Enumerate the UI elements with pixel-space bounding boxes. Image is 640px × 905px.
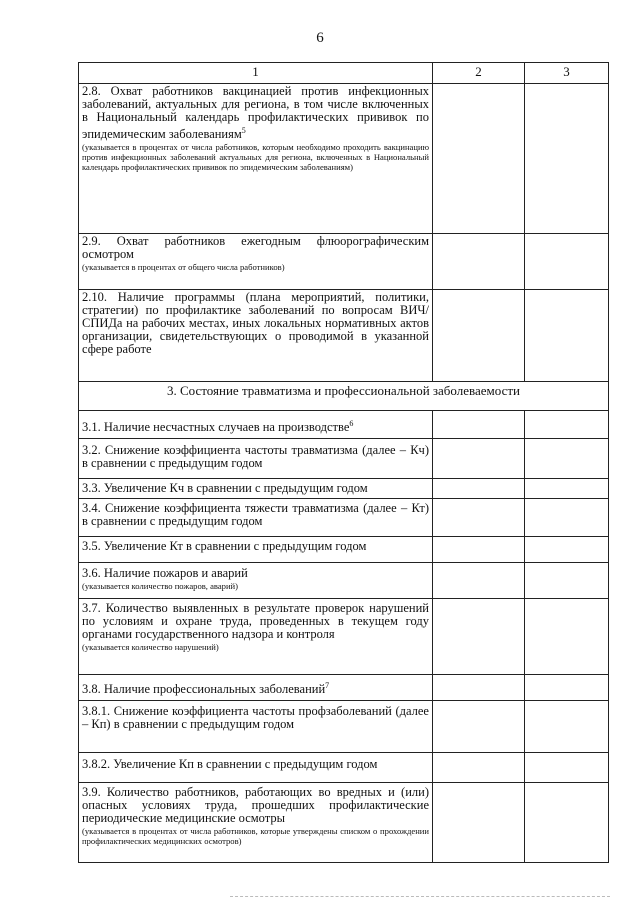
- row-3-6-text: 3.6. Наличие пожаров и аварий: [82, 566, 248, 580]
- header-col-2: 2: [433, 63, 525, 84]
- row-2-8-text: 2.8. Охват работников вакцинацией против инфекционных заболеваний, актуальных для региона, в том числе включенных в Национальный календарь профилактических прививок по эпидемическим заболеваниям: [82, 84, 429, 142]
- header-col-1: 1: [79, 63, 433, 84]
- row-3-7-value-col-3[interactable]: [525, 599, 609, 675]
- row-3-8-1-value-col-2[interactable]: [433, 701, 525, 753]
- row-3-1-value-col-3[interactable]: [525, 411, 609, 439]
- row-3-9-value-col-3[interactable]: [525, 783, 609, 863]
- row-3-8-2-cell: [79, 753, 433, 783]
- row-3-8-1-value-col-3[interactable]: [525, 701, 609, 753]
- table-header-row: [79, 63, 609, 84]
- row-3-9-note: (указывается в процентах от числа работников, которые утверждены списком о прохождении профилактических медицинских осмотров): [82, 826, 429, 846]
- row-2-8-cell: [79, 84, 433, 234]
- header-col-3: 3: [525, 63, 609, 84]
- table-row: [79, 479, 609, 499]
- row-3-9-text: 3.9. Количество работников, работающих во вредных и (или) опасных условиях труда, прошедших профилактические периодические медицинские осмотры: [82, 785, 429, 825]
- section-3-title: 3. Состояние травматизма и профессиональной заболеваемости: [79, 382, 609, 411]
- row-3-4-value-col-3[interactable]: [525, 499, 609, 537]
- row-3-6-value-col-2[interactable]: [433, 563, 525, 599]
- row-3-4-value-col-2[interactable]: [433, 499, 525, 537]
- row-3-2-text: 3.2. Снижение коэффициента частоты травматизма (далее – Кч) в сравнении с предыдущим годом: [82, 443, 429, 470]
- section-3-header-row: [79, 382, 609, 411]
- row-3-5-cell: [79, 537, 433, 563]
- row-3-3-text: 3.3. Увеличение Кч в сравнении с предыдущим годом: [82, 481, 368, 495]
- row-2-9-value-col-2[interactable]: [433, 234, 525, 290]
- row-2-8-footnote-mark: 5: [241, 126, 246, 135]
- row-3-9-value-col-2[interactable]: [433, 783, 525, 863]
- row-2-10-text: 2.10. Наличие программы (плана мероприятий, политики, стратегии) по профилактике заболеваний по вопросам ВИЧ/СПИДа на рабочих местах, иных локальных нормативных актов организации, свидетельствующих о проводимой в указанной сфере работе: [82, 290, 429, 356]
- row-3-5-value-col-3[interactable]: [525, 537, 609, 563]
- table-row: [79, 234, 609, 290]
- row-3-4-cell: [79, 499, 433, 537]
- row-3-8-text: 3.8. Наличие профессиональных заболеваний: [82, 682, 326, 697]
- row-3-2-cell: [79, 439, 433, 479]
- row-2-8-note: (указывается в процентах от числа работников, которым необходимо проходить вакцинацию против инфекционных заболеваний актуальных для региона, включенных в Национальный календарь профилактических прививок по эпидемическим заболеваниям): [82, 142, 429, 173]
- row-3-5-text: 3.5. Увеличение Кт в сравнении с предыдущим годом: [82, 539, 367, 553]
- indicator-table: [78, 62, 609, 863]
- row-3-3-value-col-3[interactable]: [525, 479, 609, 499]
- row-2-10-value-col-3[interactable]: [525, 290, 609, 382]
- row-3-7-note: (указывается количество нарушений): [82, 642, 219, 652]
- row-3-8-2-value-col-2[interactable]: [433, 753, 525, 783]
- row-3-1-cell: [79, 411, 433, 439]
- table-row: [79, 753, 609, 783]
- row-3-7-value-col-2[interactable]: [433, 599, 525, 675]
- table-row: [79, 563, 609, 599]
- table-row: [79, 411, 609, 439]
- row-3-8-1-cell: [79, 701, 433, 753]
- row-3-9-cell: [79, 783, 433, 863]
- row-3-5-value-col-2[interactable]: [433, 537, 525, 563]
- table-row: [79, 84, 609, 234]
- row-3-3-value-col-2[interactable]: [433, 479, 525, 499]
- bottom-divider: [230, 896, 610, 897]
- row-2-10-value-col-2[interactable]: [433, 290, 525, 382]
- table-row: [79, 439, 609, 479]
- row-2-8-value-col-3[interactable]: [525, 84, 609, 234]
- row-3-8-value-col-2[interactable]: [433, 675, 525, 701]
- row-3-8-1-text: 3.8.1. Снижение коэффициента частоты профзаболеваний (далее – Кп) в сравнении с предыдущим годом: [82, 704, 429, 731]
- table-row: [79, 537, 609, 563]
- table-row: [79, 783, 609, 863]
- row-3-8-2-text: 3.8.2. Увеличение Кп в сравнении с предыдущим годом: [82, 757, 378, 771]
- table-row: [79, 675, 609, 701]
- row-2-10-cell: [79, 290, 433, 382]
- row-3-2-value-col-2[interactable]: [433, 439, 525, 479]
- row-3-2-value-col-3[interactable]: [525, 439, 609, 479]
- row-3-1-text: 3.1. Наличие несчастных случаев на производстве: [82, 420, 350, 435]
- table-row: [79, 499, 609, 537]
- row-2-9-note: (указывается в процентах от общего числа работников): [82, 262, 285, 272]
- row-3-7-cell: [79, 599, 433, 675]
- row-3-6-value-col-3[interactable]: [525, 563, 609, 599]
- row-3-1-value-col-2[interactable]: [433, 411, 525, 439]
- row-3-4-text: 3.4. Снижение коэффициента тяжести травматизма (далее – Кт) в сравнении с предыдущим годом: [82, 501, 429, 528]
- row-2-9-text: 2.9. Охват работников ежегодным флюорографическим осмотром: [82, 234, 429, 261]
- row-3-8-cell: [79, 675, 433, 701]
- row-3-3-cell: [79, 479, 433, 499]
- table-row: [79, 599, 609, 675]
- row-3-6-cell: [79, 563, 433, 599]
- row-3-6-note: (указывается количество пожаров, аварий): [82, 581, 239, 591]
- row-3-8-value-col-3[interactable]: [525, 675, 609, 701]
- table-row: [79, 701, 609, 753]
- row-3-8-2-value-col-3[interactable]: [525, 753, 609, 783]
- table-row: [79, 290, 609, 382]
- row-3-1-footnote-mark: 6: [349, 419, 354, 428]
- row-2-9-value-col-3[interactable]: [525, 234, 609, 290]
- row-2-9-cell: [79, 234, 433, 290]
- row-2-8-value-col-2[interactable]: [433, 84, 525, 234]
- row-3-8-footnote-mark: 7: [325, 681, 330, 690]
- row-3-7-text: 3.7. Количество выявленных в результате проверок нарушений по условиям и охране труда, проведенных в текущем году органами государственного надзора и контроля: [82, 601, 429, 641]
- page-number: 6: [316, 30, 324, 46]
